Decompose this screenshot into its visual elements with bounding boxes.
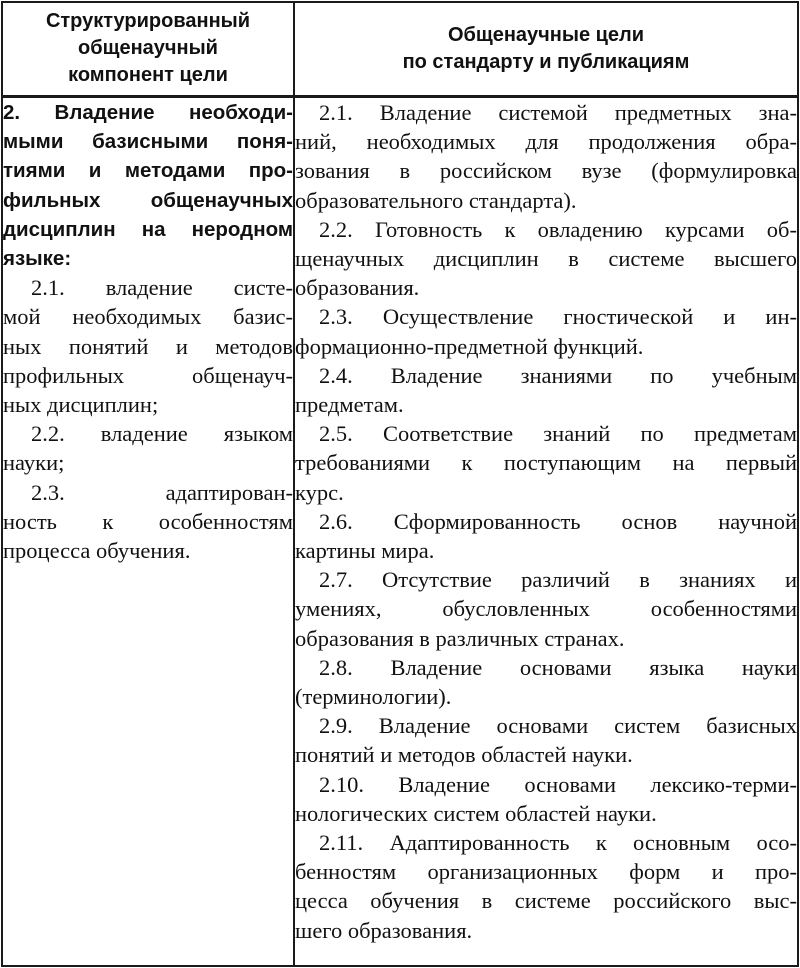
item-line: 2.10. Владение основами лексико-терми-	[319, 771, 797, 797]
header-structured-component	[2, 2, 294, 97]
right-item-2-4	[295, 361, 797, 419]
right-item-2-11	[295, 828, 797, 945]
item-line: образования.	[295, 275, 420, 301]
left-cell-structured	[2, 97, 294, 967]
item-line: 2.5. Соответствие знаний по предметам	[319, 421, 797, 447]
item-line: 2.9. Владение основами систем базисных	[319, 713, 797, 739]
item-line: 2.4. Владение знаниями по учебным	[319, 362, 797, 388]
item-line: шего образования.	[295, 917, 473, 943]
item-line: формационно-предметной функций.	[295, 333, 644, 359]
item-line: щенаучных дисциплин в системе высшего	[295, 246, 797, 272]
item-line: профильных общенауч-	[3, 362, 293, 388]
table-header-row	[2, 2, 798, 97]
item-line: курс.	[295, 479, 344, 505]
item-line: 2.1. владение систе-	[31, 275, 293, 301]
right-item-2-3	[295, 302, 797, 360]
item-line: ний, необходимых для продолжения обра-	[295, 129, 797, 155]
item-line: образования в различных странах.	[295, 625, 625, 651]
item-line: 2.6. Сформированность основ научной	[319, 508, 797, 534]
item-line: 2.3. адаптирован-	[31, 479, 293, 505]
header-col1-line: компонент цели	[68, 63, 228, 86]
item-line: образовательного стандарта).	[295, 187, 577, 213]
right-item-2-1	[295, 98, 797, 215]
item-line: ность к особенностям	[3, 508, 293, 534]
right-item-2-5	[295, 419, 797, 507]
item-line: бенностям организационных форм и про-	[295, 859, 797, 885]
item-line: 2.8. Владение основами языка науки	[319, 654, 797, 680]
lead-line: 2. Владение необходи-	[3, 101, 293, 124]
goals-table	[1, 1, 799, 967]
item-line: ных дисциплин;	[3, 392, 159, 418]
header-col2-line: Общенаучные цели	[447, 24, 645, 46]
right-item-2-6	[295, 507, 797, 565]
item-line: 2.1. Владение системой предметных зна-	[319, 100, 797, 125]
left-item-2-2	[3, 419, 293, 477]
item-line: 2.2. владение языком	[31, 421, 293, 447]
lead-line: тиями и методами про-	[3, 159, 293, 183]
left-item-2-3	[3, 478, 293, 566]
item-line: умениях, обусловленных особенностями	[295, 596, 797, 622]
item-line: (терминологии).	[295, 684, 452, 710]
item-line: картины мира.	[295, 538, 435, 564]
right-item-2-10	[295, 770, 797, 828]
item-line: 2.3. Осуществление гностической и ин-	[319, 304, 797, 330]
right-cell-general-goals	[294, 97, 798, 967]
lead-line: фильных общенаучных	[3, 188, 293, 212]
header-col1-line: общенаучный	[78, 36, 218, 59]
header-general-goals	[294, 2, 798, 97]
item-line: предметам.	[295, 392, 404, 418]
lead-line: языке:	[3, 247, 72, 271]
item-line: 2.7. Отсутствие различий в знаниях и	[319, 567, 797, 593]
right-item-2-9	[295, 711, 797, 769]
item-line: зования в российском вузе (формулировка	[295, 158, 797, 184]
item-line: 2.2. Готовность к овладению курсами об-	[319, 216, 797, 242]
left-lead-heading	[3, 98, 293, 273]
right-item-2-8	[295, 653, 797, 711]
item-line: нологических систем областей науки.	[295, 800, 657, 826]
left-item-2-1	[3, 273, 293, 419]
item-line: 2.11. Адаптированность к основным осо-	[319, 830, 797, 856]
item-line: понятий и методов областей науки.	[295, 742, 633, 768]
item-line: науки;	[3, 450, 65, 476]
item-line: процесса обучения.	[3, 538, 191, 564]
item-line: требованиями к поступающим на первый	[295, 450, 797, 476]
lead-line: мыми базисными поня-	[3, 130, 293, 154]
table-row	[2, 97, 798, 967]
item-line: цесса обучения в системе российского выс-	[295, 888, 797, 914]
header-col2-line: по стандарту и публикациям	[402, 51, 690, 73]
right-item-2-7	[295, 565, 797, 653]
header-col1-line: Структурированный	[45, 9, 251, 32]
lead-line: дисциплин на неродном	[3, 217, 293, 241]
right-item-2-2	[295, 215, 797, 303]
item-line: мой необходимых базис-	[3, 304, 293, 330]
item-line: ных понятий и методов	[3, 333, 293, 359]
